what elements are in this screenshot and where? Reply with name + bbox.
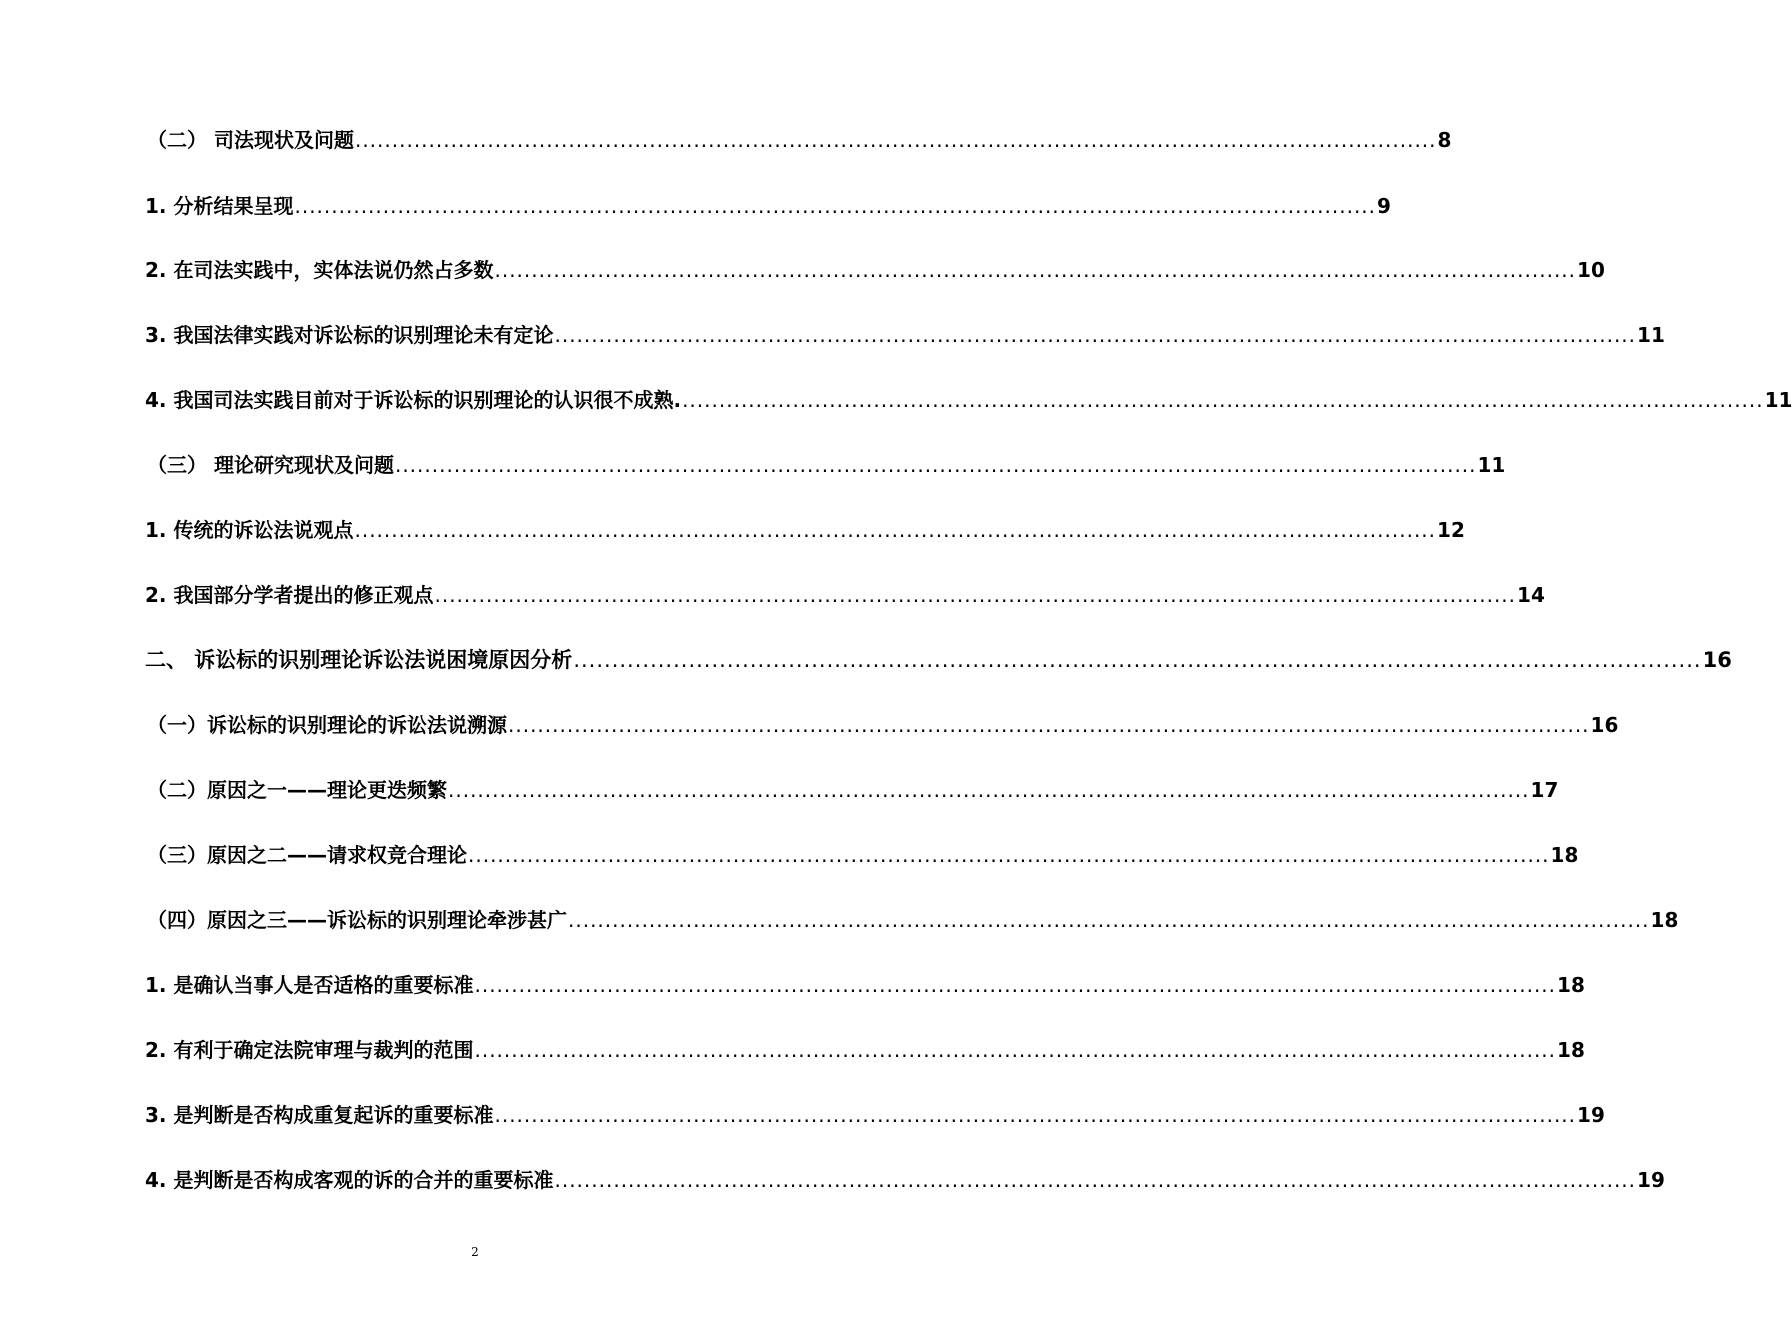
page-number: 2	[471, 1245, 479, 1259]
toc-entry[interactable]	[145, 1034, 1585, 1066]
toc-entry-page: 18	[1650, 908, 1679, 932]
toc-dot-leader: ...................................................................................................................................................	[354, 518, 1437, 542]
toc-entry-title: 4. 是判断是否构成客观的诉的合并的重要标准	[145, 1168, 554, 1192]
toc-entry[interactable]	[145, 384, 1792, 416]
toc-dot-leader: ...................................................................................................................................................	[394, 453, 1477, 477]
toc-entry-title: 二、 诉讼标的识别理论诉讼法说困境原因分析	[145, 648, 573, 672]
toc-dot-leader: ...................................................................................................................................................	[294, 194, 1377, 218]
toc-entry-page: 11	[1637, 323, 1665, 347]
toc-entry-title: （一）诉讼标的识别理论的诉讼法说溯源	[147, 713, 507, 737]
toc-dot-leader: ...................................................................................................................................................	[474, 973, 1557, 997]
toc-dot-leader: ...................................................................................................................................................	[682, 388, 1764, 412]
toc-entry[interactable]	[145, 319, 1665, 351]
toc-entry-page: 11	[1764, 388, 1792, 412]
toc-entry[interactable]	[147, 774, 1559, 806]
toc-entry-title: 3. 我国法律实践对诉讼标的识别理论未有定论	[145, 323, 554, 347]
toc-entry[interactable]	[145, 514, 1465, 546]
toc-entry-title: （四）原因之三——诉讼标的识别理论牵涉甚广	[147, 908, 567, 932]
toc-entry-page: 10	[1577, 258, 1605, 282]
toc-entry[interactable]	[145, 1164, 1665, 1196]
toc-entry-title: 4. 我国司法实践目前对于诉讼标的识别理论的认识很不成熟.	[145, 388, 682, 412]
toc-entry-page: 12	[1437, 518, 1465, 542]
toc-entry-title: 2. 我国部分学者提出的修正观点	[145, 583, 434, 607]
toc-entry-page: 8	[1437, 128, 1452, 152]
toc-entry[interactable]	[145, 1099, 1605, 1131]
toc-dot-leader: ...................................................................................................................................................	[474, 1038, 1557, 1062]
toc-dot-leader: ...................................................................................................................................................	[494, 258, 1577, 282]
toc-dot-leader: ...................................................................................................................................................	[508, 713, 1590, 737]
toc-dot-leader: ...................................................................................................................................................	[354, 128, 1437, 152]
toc-entry-title: 1. 传统的诉讼法说观点	[145, 518, 354, 542]
toc-dot-leader: ...................................................................................................................................................	[448, 778, 1530, 802]
toc-entry-title: 2. 有利于确定法院审理与裁判的范围	[145, 1038, 474, 1062]
toc-entry-title: 1. 分析结果呈现	[145, 194, 294, 218]
toc-entry-title: （二） 司法现状及问题	[147, 128, 354, 152]
toc-dot-leader: ...................................................................................................................................................	[568, 908, 1650, 932]
toc-entry-title: （二）原因之一——理论更迭频繁	[147, 778, 447, 802]
toc-entry[interactable]	[147, 124, 1452, 156]
toc-entry[interactable]	[147, 839, 1579, 871]
toc-dot-leader: ...................................................................................................................................................	[573, 648, 1702, 672]
toc-entry[interactable]	[145, 254, 1605, 286]
toc-dot-leader: ...................................................................................................................................................	[434, 583, 1517, 607]
toc-entry-page: 16	[1590, 713, 1619, 737]
toc-entry-page: 9	[1377, 194, 1391, 218]
toc-entry-page: 18	[1557, 1038, 1585, 1062]
toc-dot-leader: ...................................................................................................................................................	[494, 1103, 1577, 1127]
toc-entry[interactable]	[145, 644, 1732, 676]
toc-entry-page: 18	[1550, 843, 1579, 867]
toc-entry[interactable]	[147, 709, 1619, 741]
toc-entry-title: 1. 是确认当事人是否适格的重要标准	[145, 973, 474, 997]
toc-entry-page: 17	[1530, 778, 1559, 802]
toc-entry-page: 16	[1702, 648, 1732, 672]
toc-entry-page: 14	[1517, 583, 1545, 607]
toc-dot-leader: ...................................................................................................................................................	[554, 1168, 1637, 1192]
toc-entry[interactable]	[147, 449, 1506, 481]
toc-entry[interactable]	[145, 190, 1391, 222]
toc-dot-leader: ...................................................................................................................................................	[468, 843, 1550, 867]
toc-entry-title: 3. 是判断是否构成重复起诉的重要标准	[145, 1103, 494, 1127]
toc-entry-page: 19	[1577, 1103, 1605, 1127]
toc-entry-title: （三） 理论研究现状及问题	[147, 453, 394, 477]
toc-entry-page: 18	[1557, 973, 1585, 997]
toc-entry-title: 2. 在司法实践中，实体法说仍然占多数	[145, 258, 494, 282]
toc-entry-title: （三）原因之二——请求权竞合理论	[147, 843, 467, 867]
toc-dot-leader: ...................................................................................................................................................	[554, 323, 1637, 347]
toc-entry-page: 19	[1637, 1168, 1665, 1192]
toc-entry[interactable]	[145, 579, 1545, 611]
toc-entry[interactable]	[145, 969, 1585, 1001]
toc-entry[interactable]	[147, 904, 1679, 936]
toc-entry-page: 11	[1477, 453, 1506, 477]
